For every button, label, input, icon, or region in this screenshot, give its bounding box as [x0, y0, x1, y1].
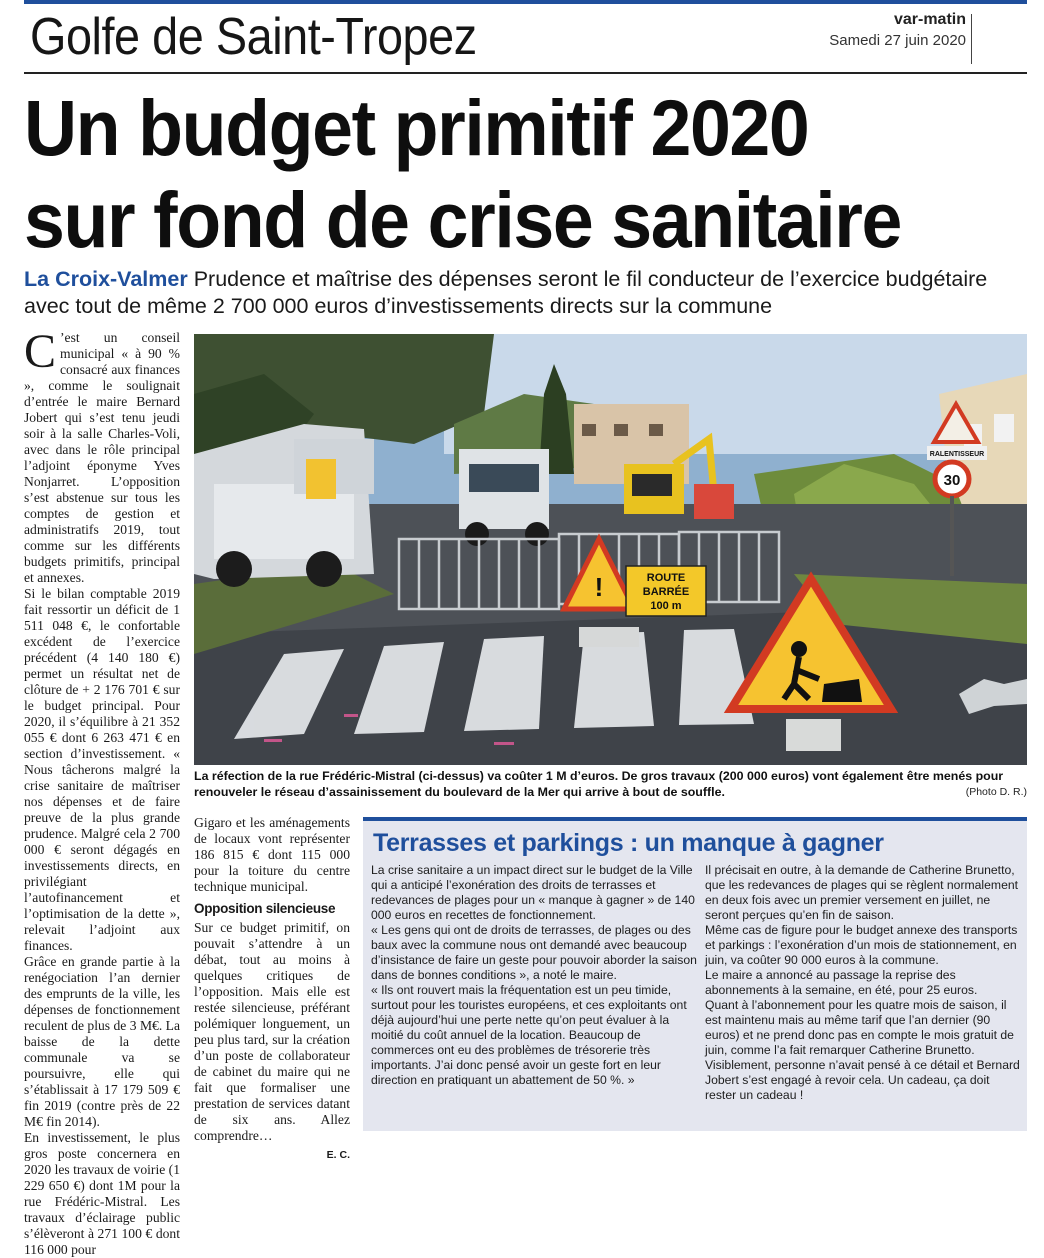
body-paragraph: Si le bilan comptable 2019 fait ressortir un déficit de 1 511 048 €, le confortable excédent de l’exercice précédent (4 140 180 €) permet un résultat net de clôture de + 2 176 701 € sur le budget principal. Pour 2020, il s’équilibre à 21 352 055 € dont 6 263 471 € en section d’investissement. « Nous tâcherons malgré la crise sanitaire de maîtriser nos dépenses et de faire preuve de la plus grande prudence. Malgré cela 2 700 000 € seront dégagés en investissements directs, en privilégiant l’autofinancement et l’optimisation de la dette », relevait l’adjoint aux finances.	[24, 586, 180, 953]
body-column-2	[194, 815, 350, 1163]
speed-limit-text: 30	[943, 472, 961, 489]
body-paragraph: Grâce en grande partie à la renégociation l’an dernier des emprunts de la ville, les dépenses de fonctionnement reculent de plus de 3 M€. La baisse de la dette communale va se poursuivre, elle qui s’établissait à 17 179 509 € fin 2019 (contre près de 22 M€ fin 2014).	[24, 954, 180, 1129]
box-paragraph: La crise sanitaire a un impact direct sur le budget de la Ville qui a anticipé l’exonération des droits de terrasses et redevances de plages pour un « manque à gagner » de 140 000 euros en recettes de fonctionnement.	[371, 863, 695, 922]
top-accent-bar	[24, 0, 1027, 4]
body-column-1	[24, 325, 180, 1258]
newspaper-brand: var-matin	[893, 11, 966, 28]
masthead-divider	[971, 14, 972, 64]
box-paragraph: Le maire a annoncé au passage la reprise des abonnements à la semaine, en été, pour 25 euros.	[705, 968, 978, 997]
body-paragraph: Sur ce budget primitif, on pouvait s’attendre à un débat, tout au moins à quelques critiques de l’opposition. Mais elle est restée silencieuse, préférant polémiquer longuement, un peu plus tard, sur la création d’un poste de collaborateur de cabinet du maire qui ne fait que formaliser une prestation de services datant de six ans. Allez comprendre…	[194, 920, 350, 1143]
sidebar-box	[363, 817, 1027, 1131]
box-paragraph: Il précisait en outre, à la demande de Catherine Brunetto, que les redevances de plages qui se règlent normalement en deux fois avec un premier versement en juillet, ne seront perçues qu’en fin de saison.	[705, 863, 1019, 922]
box-accent-bar	[363, 817, 1027, 821]
deck-location: La Croix-Valmer	[24, 267, 188, 291]
body-paragraph: Gigaro et les aménagements de locaux vont représenter 186 815 € dont 115 000 pour la toiture du centre technique municipal.	[194, 815, 350, 894]
headline-line-2: sur fond de crise sanitaire	[24, 175, 901, 264]
photo-credit: (Photo D. R.)	[965, 786, 1027, 798]
section-title: Golfe de Saint-Tropez	[30, 8, 477, 66]
masthead	[829, 10, 966, 52]
sign-text-3: 100 m	[650, 600, 682, 612]
roadworks-photo	[194, 334, 1027, 765]
article-headline	[24, 82, 1024, 266]
box-title: Terrasses et parkings : un manque à gagner	[373, 829, 884, 857]
box-column-1	[371, 863, 697, 1088]
sign-text-1: ROUTE	[646, 572, 686, 584]
deck-text: Prudence et maîtrise des dépenses seront le fil conducteur de l’exercice budgétaire avec tout de même 2 700 000 euros d’investissements directs sur la commune	[24, 267, 988, 318]
body-paragraph: En investissement, le plus gros poste concernera en 2020 les travaux de voirie (1 229 650 €) dont 1M pour la rue Frédéric-Mistral. Les travaux d’éclairage public s’élèveront à 271 100 € dont 116 000 pour	[24, 1130, 180, 1257]
drop-cap: C	[24, 325, 57, 378]
svg-text:!: !	[594, 572, 604, 602]
sign-text-2: BARRÉE	[642, 586, 690, 598]
box-paragraph: Même cas de figure pour le budget annexe des transports et parkings : l’exonération d’un mois de stationnement, en juin, va coûter 90 000 euros à la commune.	[705, 923, 1018, 967]
header-rule	[24, 72, 1027, 74]
author-signature: E. C.	[326, 1149, 350, 1161]
headline-line-1: Un budget primitif 2020	[24, 83, 809, 172]
box-column-2	[705, 863, 1023, 1103]
issue-date: Samedi 27 juin 2020	[829, 32, 966, 49]
body-paragraph: C ’est un conseil municipal « à 90 % consacré aux finances », comme le soulignait d’entrée le maire Bernard Jobert qui s’est tenu jeudi soir à la salle Charles-Voli, avec dans le rôle principal l’adjoint éponyme Yves Nonjarret. L’opposition s’est abstenue sur tous les comptes de gestion et administratifs 2019, tout comme sur les différents budgets primitifs, principal et annexes.	[24, 325, 180, 585]
speed-bump-text: RALENTISSEUR	[929, 451, 985, 458]
box-paragraph: « Les gens qui ont de droits de terrasses, de plages ou des baux avec la commune nous ont demandé avec beaucoup d’insistance de faire un geste pour pouvoir aborder la saison dans de bonnes conditions », a noté le maire.	[371, 923, 697, 982]
box-paragraph: « Ils ont rouvert mais la fréquentation est un peu timide, surtout pour les touristes européens, et ces exploitants ont déjà aujourd’hui une perte nette qu’on peut évaluer à la moitié du coût annuel de la location. Beaucoup de commerces ont eu des problèmes de trésorerie très importants. J’ai donc pensé avoir un geste fort en leur direction en pratiquant un abattement de 50 %. »	[371, 983, 687, 1087]
article-photo	[194, 334, 1027, 765]
photo-caption: La réfection de la rue Frédéric-Mistral (ci-dessus) va coûter 1 M d’euros. De gros travaux (200 000 euros) vont également être menés pour renouveler le réseau d’assainissement du boulevard de la Mer qui arrive à bout de souffle.	[194, 769, 1004, 799]
article-deck	[24, 266, 1029, 320]
subheading: Opposition silencieuse	[194, 901, 336, 916]
box-paragraph: Quant à l’abonnement pour les quatre mois de saison, il est maintenu mais au même tarif que l’an dernier (90 euros) et ne prend donc pas en compte le mois gratuit de juin, comme l’a fait remarquer Catherine Brunetto. Visiblement, personne n’avait pensé à ce détail et Bernard Jobert s’est engagé à revoir cela. Un cadeau, ça doit rester un cadeau !	[705, 998, 1020, 1102]
